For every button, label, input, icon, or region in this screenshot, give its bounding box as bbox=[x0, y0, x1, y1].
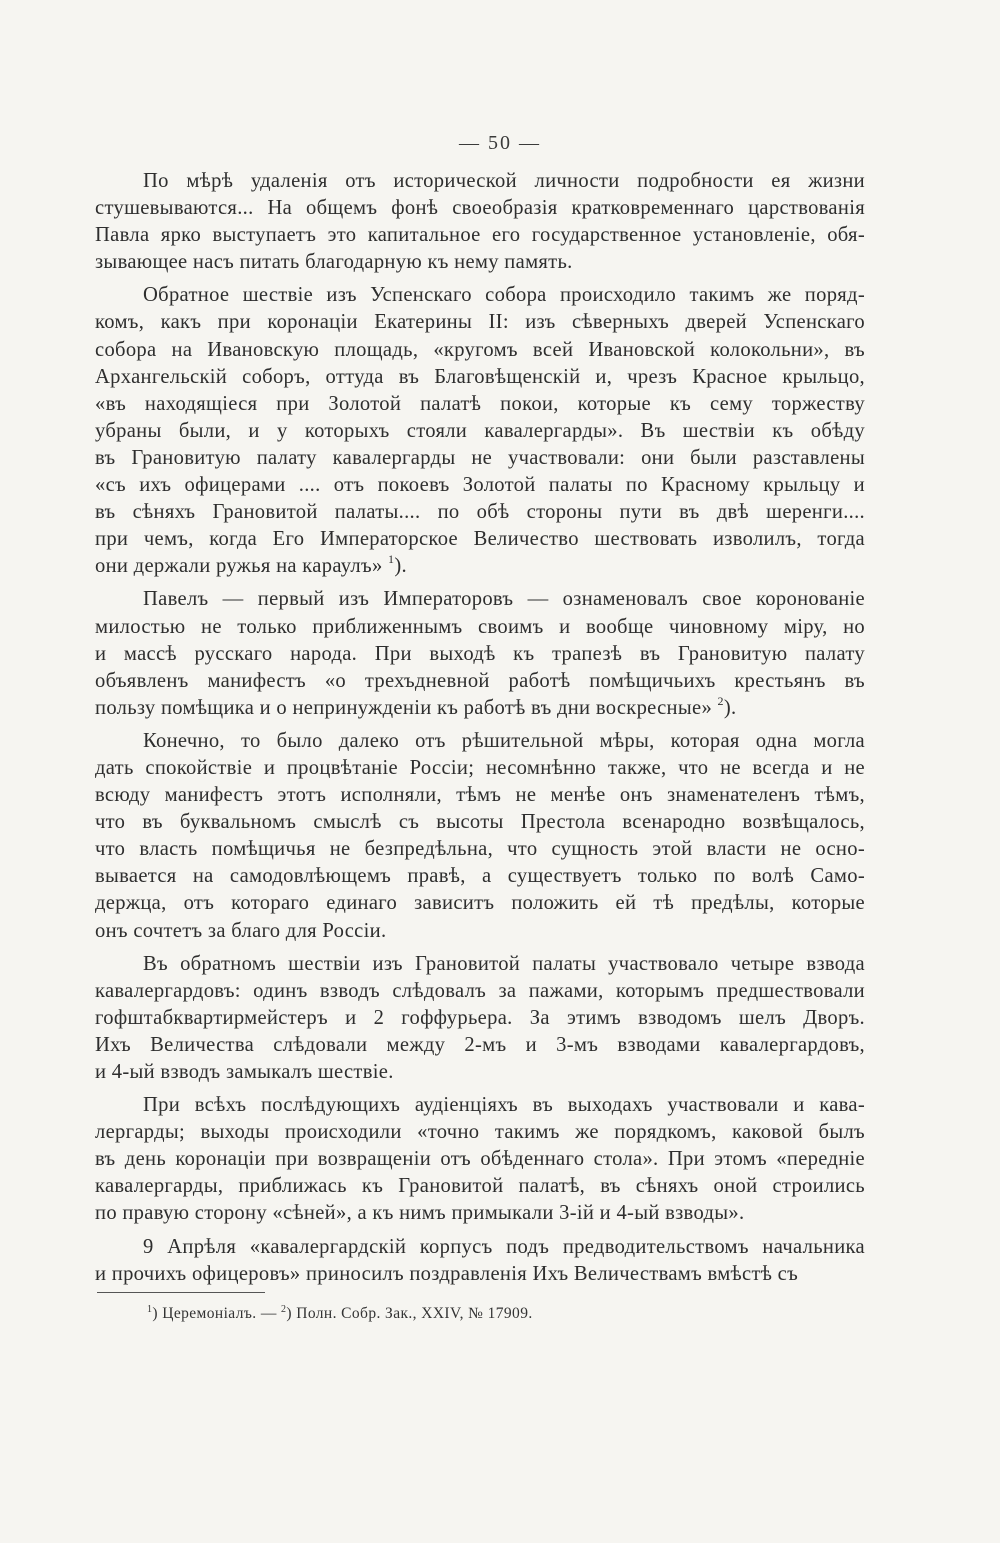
text-line: объявленъ манифестъ «о трехъдневной работѣ помѣщичьихъ крестьянъ въ bbox=[95, 669, 865, 692]
text-line: комъ, какъ при коронаціи Екатерины II: изъ сѣверныхъ дверей Успенскаго bbox=[95, 311, 865, 334]
text-line: «въ находящіеся при Золотой палатѣ покои, которые къ сему торжеству bbox=[95, 392, 865, 415]
text-line: и 4-ый взводъ замыкалъ шествіе. bbox=[95, 1061, 394, 1083]
text-line: По мѣрѣ удаленія отъ исторической личности подробности ея жизни bbox=[143, 170, 865, 192]
line-text: они держали ружья на караулъ» bbox=[95, 555, 383, 578]
paragraph bbox=[95, 951, 865, 1086]
text-line: Архангельскій соборъ, оттуда въ Благовѣщенскій и, чрезъ Красное крыльцо, bbox=[95, 365, 865, 388]
paragraph bbox=[95, 728, 865, 945]
text-line: Обратное шествіе изъ Успенскаго собора происходило такимъ же поряд- bbox=[143, 284, 865, 307]
text-line: лергарды; выходы происходили «точно такимъ же порядкомъ, каковой былъ bbox=[95, 1121, 865, 1144]
footnote-reference: 1 bbox=[388, 552, 395, 567]
text-line: При всѣхъ послѣдующихъ аудіенціяхъ въ выходахъ участвовали и кава- bbox=[143, 1094, 865, 1117]
text-line: Въ обратномъ шествіи изъ Грановитой палаты участвовало четыре взвода bbox=[143, 952, 865, 975]
text-line: въ сѣняхъ Грановитой палаты.... по обѣ стороны пути въ двѣ шеренги.... bbox=[95, 501, 865, 524]
text-line: Павелъ — первый изъ Императоровъ — ознаменовалъ свое коронованіе bbox=[143, 588, 865, 611]
footnote-mark-1: 1 bbox=[147, 1304, 153, 1315]
text-line: и массѣ русскаго народа. При выходѣ къ трапезѣ въ Грановитую палату bbox=[95, 642, 865, 665]
paragraph bbox=[95, 282, 865, 580]
text-line: что въ буквальномъ смыслѣ съ высоты Престола всенародно возвѣщалось, bbox=[95, 811, 865, 834]
text-line: что власть помѣщичья не безпредѣльна, что сущность этой власти не осно- bbox=[95, 838, 865, 861]
text-line: собора на Ивановскую площадь, «кругомъ всей Ивановской колокольни», въ bbox=[95, 338, 865, 361]
text-line: при чемъ, когда Его Императорское Величество шествовать изволилъ, тогда bbox=[95, 528, 865, 551]
text-line: Ихъ Величества слѣдовали между 2-мъ и 3-мъ взводами кавалергардовъ, bbox=[95, 1033, 865, 1056]
text-line: кавалергардовъ: одинъ взводъ слѣдовалъ за пажами, которымъ предшествовали bbox=[95, 979, 865, 1002]
footnote-text-2: ) Полн. Собр. Зак., XXIV, № 17909. bbox=[286, 1305, 533, 1322]
text-line: всюду манифестъ этотъ исполняли, тѣмъ не менѣе онъ знаменателенъ тѣмъ, bbox=[95, 784, 865, 807]
text-line: убраны были, и у которыхъ стояли кавалергарды». Въ шествіи къ обѣду bbox=[95, 419, 865, 442]
text-line: зывающее насъ питать благодарную къ нему память. bbox=[95, 251, 573, 274]
body-text bbox=[95, 168, 865, 1288]
text-line: въ Грановитую палату кавалергарды не участвовали: они были разставлены bbox=[95, 446, 865, 469]
text-line: 9 Апрѣля «кавалергардскій корпусъ подъ предводительствомъ начальника bbox=[143, 1235, 865, 1258]
footnote-text-1: ) Церемоніалъ. — bbox=[152, 1305, 281, 1322]
paragraph bbox=[95, 168, 865, 276]
text-line bbox=[95, 695, 865, 722]
text-line: кавалергарды, приближась къ Грановитой палатѣ, въ сѣняхъ оной строились bbox=[95, 1175, 865, 1198]
line-tail: ). bbox=[394, 555, 407, 578]
line-text: пользу помѣщика и о непринужденіи къ работѣ въ дни воскресные» bbox=[95, 696, 713, 719]
line-tail: ). bbox=[723, 696, 737, 719]
text-line: держца, отъ котораго единаго зависитъ положить ей тѣ предѣлы, которые bbox=[95, 892, 865, 915]
paragraph bbox=[95, 586, 865, 721]
text-line: вывается на самодовлѣющемъ правѣ, а существуетъ только по волѣ Само- bbox=[95, 865, 865, 888]
text-line bbox=[95, 553, 865, 580]
paragraph bbox=[95, 1092, 865, 1227]
text-line: и прочихъ офицеровъ» приносилъ поздравленія Ихъ Величествамъ вмѣстѣ съ bbox=[95, 1262, 799, 1285]
footnotes bbox=[147, 1305, 533, 1323]
text-line: Павла ярко выступаетъ это капитальное его государственное установленіе, обя- bbox=[95, 224, 865, 247]
paragraph bbox=[95, 1234, 865, 1288]
text-line: милостью не только приближеннымъ своимъ и вообще чиновному міру, но bbox=[95, 615, 865, 638]
text-line: по правую сторону «сѣней», а къ нимъ примыкали 3-ій и 4-ый взводы». bbox=[95, 1202, 745, 1225]
text-line: гофштабквартирмейстеръ и 2 гоффурьера. За этимъ взводомъ шелъ Дворъ. bbox=[95, 1006, 865, 1029]
text-line: стушевываются... На общемъ фонѣ своеобразія кратковременнаго царствованія bbox=[95, 197, 865, 220]
text-line: дать спокойствіе и процвѣтаніе Россіи; несомнѣнно также, что не всегда и не bbox=[95, 756, 865, 779]
footnote-mark-2: 2 bbox=[281, 1304, 287, 1315]
text-line: Конечно, то было далеко отъ рѣшительной мѣры, которая одна могла bbox=[143, 729, 865, 752]
text-line: въ день коронаціи при возвращеніи отъ обѣденнаго стола». При этомъ «передніе bbox=[95, 1148, 865, 1171]
text-line: онъ сочтетъ за благо для Россіи. bbox=[95, 919, 387, 942]
footnote-divider bbox=[97, 1292, 265, 1293]
page-number: — 50 — bbox=[459, 132, 541, 154]
footnote-reference: 2 bbox=[717, 693, 724, 708]
text-line: «съ ихъ офицерами .... отъ покоевъ Золотой палаты по Красному крыльцу и bbox=[95, 474, 865, 497]
